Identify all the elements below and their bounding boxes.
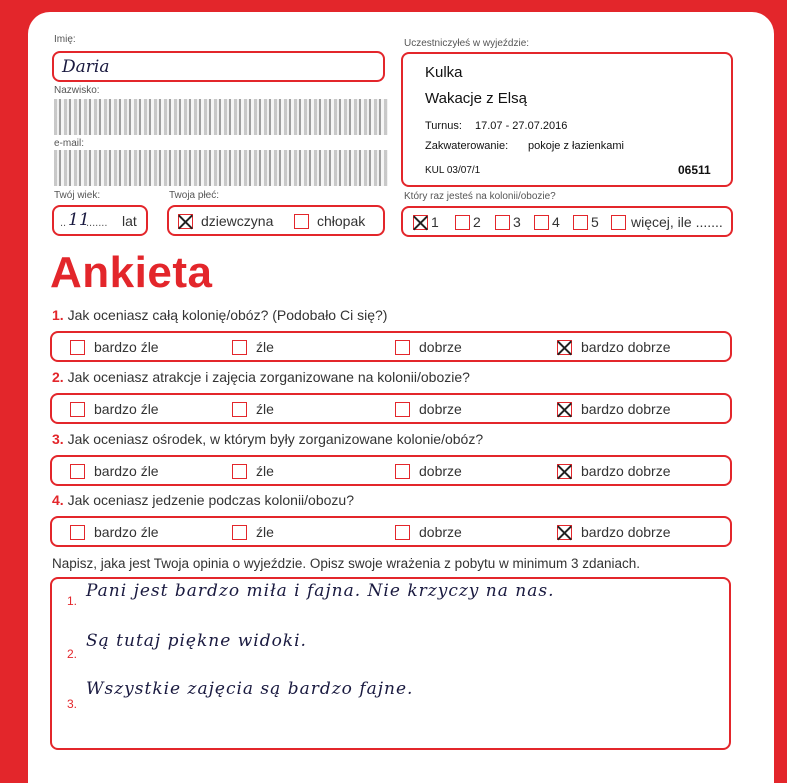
question-2-title: [52, 369, 470, 385]
age-unit: lat: [122, 213, 137, 229]
name-field[interactable]: [52, 51, 385, 82]
question-2-checkbox-2[interactable]: [232, 402, 247, 417]
name-label: Imię:: [54, 34, 76, 45]
times-checkbox-4[interactable]: [534, 215, 549, 230]
turnus-label: Turnus:: [425, 120, 462, 132]
turnus-value: 17.07 - 27.07.2016: [475, 120, 568, 132]
camp-name: Kulka: [425, 64, 463, 81]
age-value: 11: [68, 210, 90, 230]
question-2-options: [50, 393, 732, 424]
email-redacted: [54, 150, 388, 186]
option-label: bardzo dobrze: [581, 339, 671, 355]
surname-redacted: [54, 99, 388, 135]
question-4-checkbox-2[interactable]: [232, 525, 247, 540]
option-label: źle: [256, 463, 274, 479]
age-field[interactable]: .. 11 ....... lat: [52, 205, 148, 236]
question-1-title: [52, 307, 387, 323]
question-text: Jak oceniasz ośrodek, w którym były zorganizowane kolonie/obóz?: [67, 431, 484, 447]
question-1-checkbox-3[interactable]: [395, 340, 410, 355]
age-label: Twój wiek:: [54, 190, 101, 201]
question-4-checkbox-3[interactable]: [395, 525, 410, 540]
times-option-5: 5: [591, 214, 599, 230]
times-option-more: więcej, ile .......: [631, 214, 723, 230]
times-checkbox-3[interactable]: [495, 215, 510, 230]
gender-option-boy: chłopak: [317, 213, 366, 229]
question-text: Jak oceniasz jedzenie podczas kolonii/obozu?: [67, 492, 354, 508]
opinion-line-2: Są tutaj piękne widoki.: [86, 631, 307, 651]
question-2-checkbox-3[interactable]: [395, 402, 410, 417]
gender-checkbox-boy[interactable]: [294, 214, 309, 229]
question-2-checkbox-4[interactable]: [557, 402, 572, 417]
times-checkbox-more[interactable]: [611, 215, 626, 230]
opinion-line-num-1: 1.: [67, 594, 78, 608]
times-checkbox-5[interactable]: [573, 215, 588, 230]
question-3-options: [50, 455, 732, 486]
option-label: bardzo źle: [94, 524, 159, 540]
name-value: Daria: [62, 57, 110, 77]
question-1-checkbox-1[interactable]: [70, 340, 85, 355]
question-number: 4.: [52, 492, 64, 508]
opinion-line-1: Pani jest bardzo miła i fajna. Nie krzyczy na nas.: [86, 581, 555, 601]
gender-checkbox-girl[interactable]: [178, 214, 193, 229]
lodging-value: pokoje z łazienkami: [528, 140, 624, 152]
question-4-checkbox-4[interactable]: [557, 525, 572, 540]
question-4-checkbox-1[interactable]: [70, 525, 85, 540]
question-number: 2.: [52, 369, 64, 385]
age-dots: .......: [86, 217, 108, 229]
camp-code: KUL 03/07/1: [425, 165, 481, 176]
option-label: dobrze: [419, 524, 462, 540]
times-option-4: 4: [552, 214, 560, 230]
opinion-line-num-3: 3.: [67, 697, 78, 711]
camp-title: Wakacje z Elsą: [425, 90, 527, 107]
opinion-box[interactable]: [50, 577, 731, 750]
times-field: [401, 206, 733, 237]
surname-label: Nazwisko:: [54, 85, 100, 96]
question-1-checkbox-2[interactable]: [232, 340, 247, 355]
option-label: dobrze: [419, 339, 462, 355]
camp-info-box: [401, 52, 733, 187]
camp-number: 06511: [678, 163, 711, 177]
email-label: e-mail:: [54, 138, 85, 149]
question-1-options: [50, 331, 732, 362]
option-label: bardzo źle: [94, 339, 159, 355]
times-option-1: 1: [431, 214, 439, 230]
times-label: Który raz jesteś na kolonii/obozie?: [404, 191, 556, 202]
survey-title: Ankieta: [50, 248, 213, 297]
question-number: 1.: [52, 307, 64, 323]
times-checkbox-1[interactable]: [413, 215, 428, 230]
question-3-title: [52, 431, 483, 447]
option-label: bardzo źle: [94, 401, 159, 417]
question-4-title: [52, 492, 354, 508]
option-label: dobrze: [419, 463, 462, 479]
opinion-prompt: Napisz, jaka jest Twoja opinia o wyjeździe. Opisz swoje wrażenia z pobytu w minimum 3 zdaniach.: [52, 556, 641, 571]
lodging-label: Zakwaterowanie:: [425, 140, 509, 152]
question-text: Jak oceniasz atrakcje i zajęcia zorganizowane na kolonii/obozie?: [67, 369, 470, 385]
question-number: 3.: [52, 431, 64, 447]
option-label: bardzo dobrze: [581, 463, 671, 479]
opinion-line-num-2: 2.: [67, 647, 78, 661]
question-2-checkbox-1[interactable]: [70, 402, 85, 417]
option-label: źle: [256, 339, 274, 355]
option-label: bardzo dobrze: [581, 524, 671, 540]
question-1-checkbox-4[interactable]: [557, 340, 572, 355]
gender-label: Twoja płeć:: [169, 190, 220, 201]
question-3-checkbox-1[interactable]: [70, 464, 85, 479]
participant-label: Uczestniczyłeś w wyjeździe:: [404, 38, 530, 49]
gender-field: [167, 205, 385, 236]
times-option-3: 3: [513, 214, 521, 230]
question-3-checkbox-4[interactable]: [557, 464, 572, 479]
option-label: źle: [256, 524, 274, 540]
option-label: dobrze: [419, 401, 462, 417]
question-3-checkbox-3[interactable]: [395, 464, 410, 479]
question-4-options: [50, 516, 732, 547]
opinion-line-3: Wszystkie zajęcia są bardzo fajne.: [86, 679, 414, 699]
times-checkbox-2[interactable]: [455, 215, 470, 230]
option-label: bardzo źle: [94, 463, 159, 479]
gender-option-girl: dziewczyna: [201, 213, 274, 229]
option-label: bardzo dobrze: [581, 401, 671, 417]
question-3-checkbox-2[interactable]: [232, 464, 247, 479]
option-label: źle: [256, 401, 274, 417]
question-text: Jak oceniasz całą kolonię/obóz? (Podobało Ci się?): [67, 307, 388, 323]
times-option-2: 2: [473, 214, 481, 230]
